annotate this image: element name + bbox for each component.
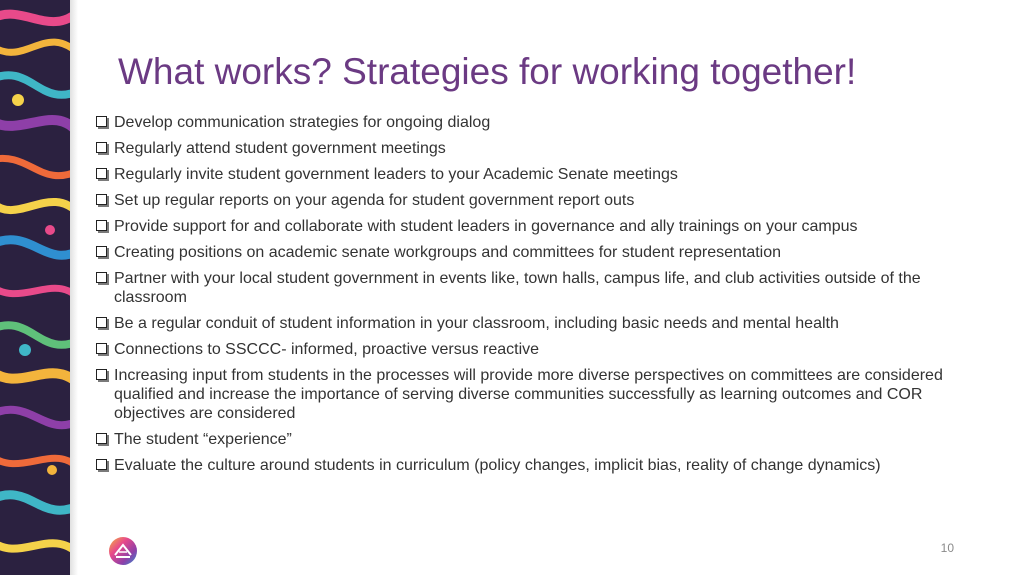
senate-logo-icon (108, 536, 138, 566)
bullet-item (96, 165, 996, 184)
bullet-item (96, 217, 996, 236)
bullet-text: Develop communication strategies for ongoing dialog (114, 114, 491, 131)
bullet-text: Evaluate the culture around students in curriculum (policy changes, implicit bias, reality of change dynamics) (114, 457, 881, 474)
bullet-text: Partner with your local student government in events like, town halls, campus life, and club activities outside of the classroom (114, 270, 921, 306)
checkbox-square-icon (96, 116, 107, 127)
bullet-text: Be a regular conduit of student information in your classroom, including basic needs and mental health (114, 315, 839, 332)
bullet-item (96, 269, 996, 307)
strip-shadow (70, 0, 78, 575)
bullet-text: Regularly attend student government meetings (114, 140, 446, 157)
bullet-text: Regularly invite student government leaders to your Academic Senate meetings (114, 166, 678, 183)
checkbox-square-icon (96, 459, 107, 470)
bullet-item (96, 243, 996, 262)
checkbox-square-icon (96, 142, 107, 153)
bullet-list (96, 113, 996, 482)
page-number: 10 (940, 541, 954, 555)
bullet-item (96, 340, 996, 359)
bullet-item (96, 366, 996, 423)
checkbox-square-icon (96, 369, 107, 380)
checkbox-square-icon (96, 194, 107, 205)
slide-title: What works? Strategies for working together! (118, 51, 857, 92)
bullet-text: The student “experience” (114, 431, 292, 448)
checkbox-square-icon (96, 272, 107, 283)
checkbox-square-icon (96, 433, 107, 444)
bullet-text: Creating positions on academic senate workgroups and committees for student representation (114, 244, 782, 261)
bullet-text: Connections to SSCCC- informed, proactive versus reactive (114, 341, 540, 358)
bullet-item (96, 314, 996, 333)
abstract-art-pattern (0, 0, 70, 575)
bullet-item (96, 113, 996, 132)
checkbox-square-icon (96, 343, 107, 354)
bullet-item (96, 456, 996, 475)
bullet-text: Increasing input from students in the processes will provide more diverse perspectives on committees are considered qualified and increase the importance of serving diverse communities successfully as learning outcomes and COR objectives are considered (114, 367, 943, 422)
decorative-art-strip (0, 0, 70, 575)
bullet-item (96, 191, 996, 210)
checkbox-square-icon (96, 317, 107, 328)
checkbox-square-icon (96, 168, 107, 179)
bullet-item (96, 139, 996, 158)
bullet-text: Provide support for and collaborate with student leaders in governance and ally trainings on your campus (114, 218, 858, 235)
bullet-item (96, 430, 996, 449)
checkbox-square-icon (96, 246, 107, 257)
checkbox-square-icon (96, 220, 107, 231)
bullet-text: Set up regular reports on your agenda for student government report outs (114, 192, 635, 209)
